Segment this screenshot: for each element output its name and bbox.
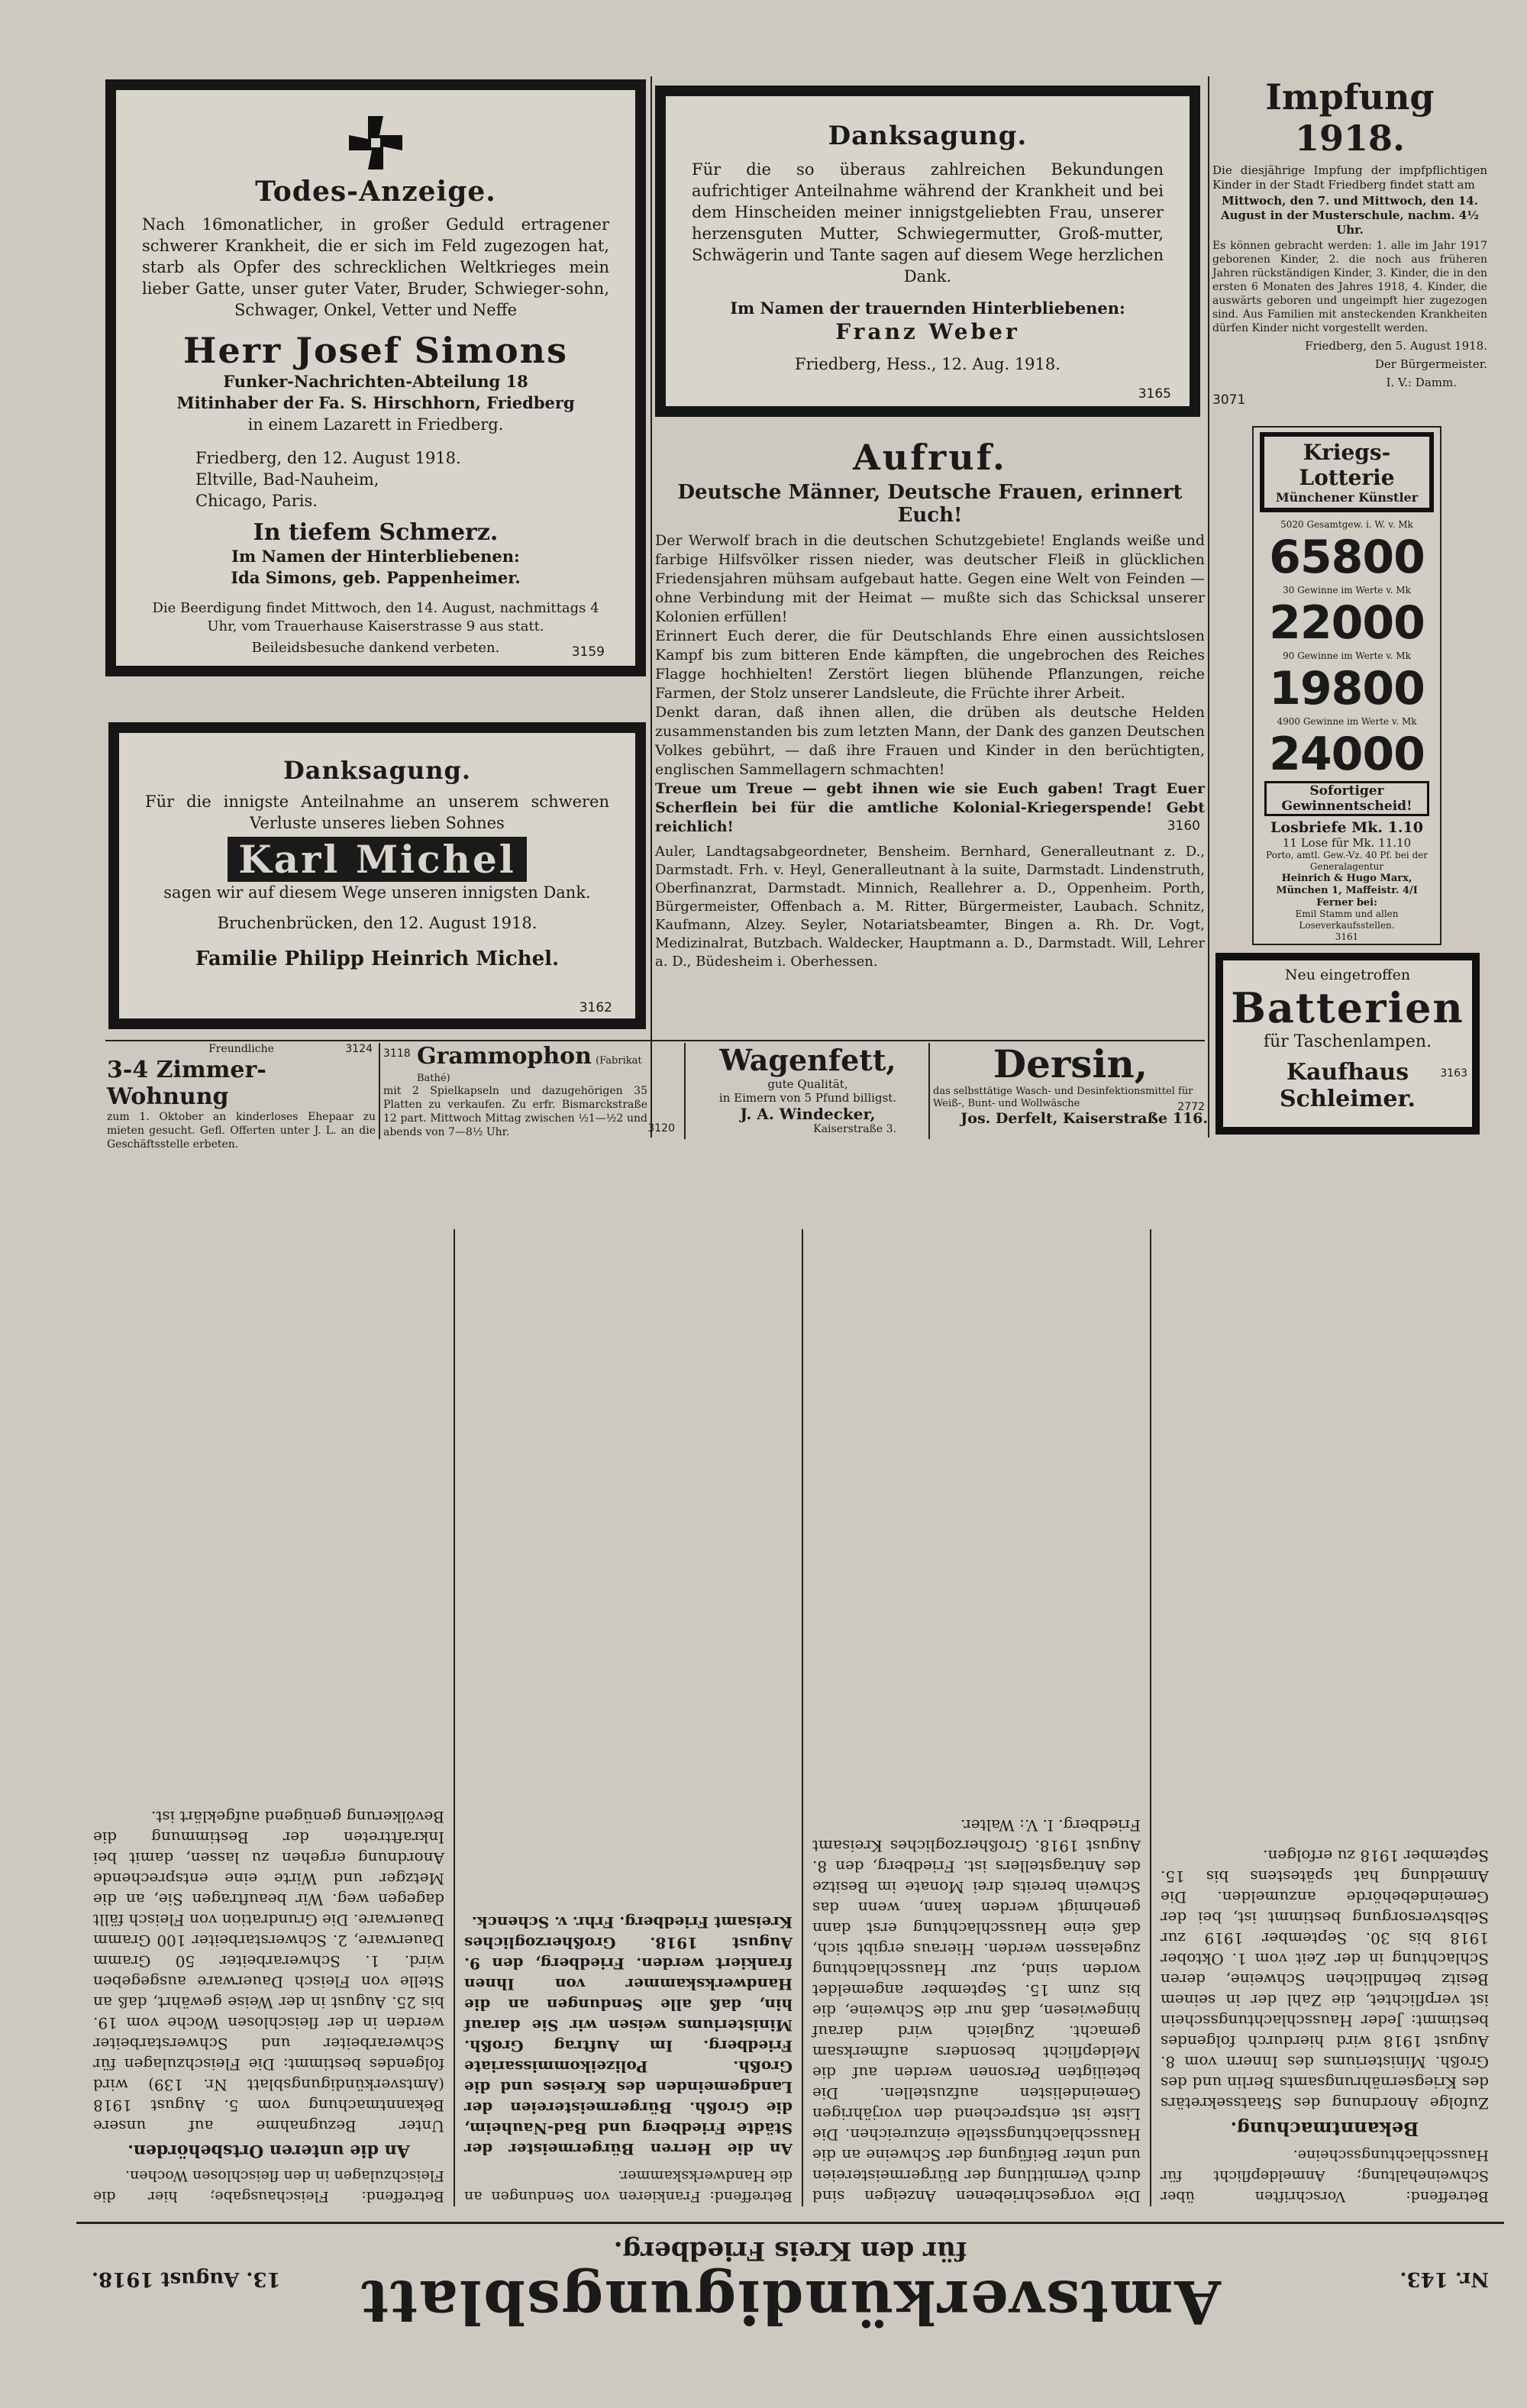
thanks-notice-weber [655, 86, 1200, 417]
grease-text: in Eimern von 5 Pfund billigst. [718, 1091, 897, 1105]
lottery-row-value: 24000 [1269, 728, 1425, 781]
lottery-price: Losbriefe Mk. 1.10 [1270, 819, 1423, 836]
lottery-agency: Heinrich & Hugo Marx, München 1, Maffeistr. 4/I [1276, 873, 1418, 896]
column-heading: Betreffend: Frankieren von Sendungen an die Handwerkskammer. [464, 2168, 793, 2205]
lottery-price-11: 11 Lose für Mk. 11.10 [1282, 836, 1412, 850]
lottery-subtitle: Münchener Künstler [1275, 490, 1419, 505]
column-body: Die vorgeschriebenen Anzeigen sind durch Vermittlung der Bürgermeistereien und unter Beifügung der Schweine an die Hausschlachtungsstelle einzureichen. Die Liste ist entsprechend den vorjährigen Gemeindelisten aufzustellen. Die beteiligten Personen werden auf die Meldepflicht besonders aufmerksam gemacht. Zugleich wird darauf hingewiesen, daß nur die Schweine, die bis zum 15. September angemeldet worden sind, zur Hausschlachtung zugelassen werden. Hieraus ergibt sich, daß eine Hausschlachtung erst dann genehmigt werden kann, wenn das Schwein bereits drei Monate im Besitze des Antragstellers ist. Friedberg, den 8. August 1918. Großherzogliches Kreisamt Friedberg. I. V.: Walter. [812, 1816, 1141, 2206]
lottery-also: Ferner bei: [1316, 897, 1377, 909]
apartment-title: 3-4 Zimmer-Wohnung [107, 1057, 266, 1110]
apartment-ad [107, 1043, 376, 1151]
thanks-text-2: sagen wir auf diesem Wege unseren innigsten Dank. [163, 883, 591, 902]
iron-cross-icon [349, 116, 402, 169]
gazette-column-meat [93, 1214, 444, 2206]
column-rule [379, 1043, 380, 1139]
death-notice [105, 79, 646, 676]
column-rule [1150, 1229, 1151, 2206]
deceased-name: Herr Josef Simons [182, 330, 569, 371]
thanks-place: Bruchenbrücken, den 12. August 1918. [217, 914, 538, 932]
column-rule [802, 1229, 803, 2206]
lottery-instant-2: Gewinnentscheid! [1281, 799, 1412, 814]
column-rule [684, 1043, 686, 1139]
gazette-title: Amtsverkündigungsblatt [360, 2267, 1221, 2336]
thanks-namens: Im Namen der trauernden Hinterbliebenen: [730, 299, 1125, 318]
namens-line: Im Namen der Hinterbliebenen: [231, 547, 520, 566]
burial-info: Die Beerdigung findet Mittwoch, den 14. August, nachmittags 4 Uhr, vom Trauerhause Kaiserstrasse 9 aus statt. [152, 600, 599, 634]
vaccination-notice [1212, 76, 1487, 412]
visits-info: Beileidsbesuche dankend verbeten. [251, 640, 500, 656]
deceased-role-1: Funker-Nachrichten-Abteilung 18 [223, 372, 528, 391]
column-body: An die Herren Bürgermeister der Städte Friedberg und Bad-Nauheim, die Großh. Bürgermeistereien der Landgemeinden des Kreises und die Großh. Polizeikommissariate Friedberg. Im Auftrag Großh. Ministeriums weisen wir Sie darauf hin, daß alle Sendungen an die Handwerkskammer von Ihnen frankiert werden. Friedberg, den 9. August 1918. Großherzogliches Kreisamt Friedberg. Frhr. v. Schenck. [464, 1913, 793, 2158]
dersin-title: Dersin, [993, 1041, 1148, 1086]
gramophone-ad [383, 1043, 675, 1141]
column-body: Unter Bezugnahme auf unsere Bekanntmachung vom 5. August 1918 (Amtsverkündigungsblatt Nr. 139) wird folgendes bestimmt: Die Fleischzulagen für Schwerarbeiter und Schwerstarbeiter werden in der fleischlosen Woche vom 19. bis 25. August in der Weise gewährt, daß an Stelle von Fleisch Dauerware ausgegeben wird. 1. Schwerarbeiter 50 Gramm Dauerware, 2. Schwerstarbeiter 100 Gramm Dauerware. Die Grundration von Fleisch fällt dagegen weg. Wir beauftragen Sie, an die Metzger und Wirte eine entsprechende Anordnung ergehen zu lassen, damit bei Inkrafttreten der Bestimmung die Bevölkerung genügend aufgeklärt ist. [93, 1808, 444, 2135]
grease-quality: gute Qualität, [767, 1077, 848, 1091]
lottery-porto: Porto, amtl. Gew.-Vz. 40 Pf. bei der Generalagentur [1266, 850, 1428, 872]
column-rule [651, 76, 652, 1138]
grease-title: Wagenfett, [719, 1043, 896, 1077]
batteries-title: Batterien [1231, 983, 1464, 1032]
appeal-paragraph-4: Treue um Treue — gebt ihnen wie sie Euch gaben! Tragt Euer Scherflein bei für die amtliche Kolonial-Kriegerspende! Gebt reichlich! [655, 780, 1205, 835]
apartment-text: zum 1. Oktober an kinderloses Ehepaar zu mieten gesucht. Gefl. Offerten unter J. L. an die Geschäftsstelle erbeten. [107, 1111, 376, 1151]
gazette-column-pig-keeping [1161, 1214, 1489, 2206]
dersin-ad [933, 1043, 1208, 1141]
thanks-notice-michel [108, 722, 646, 1029]
schmerz-line: In tiefem Schmerz. [253, 519, 499, 546]
thanks-family: Familie Philipp Heinrich Michel. [195, 947, 560, 970]
son-name: Karl Michel [228, 837, 527, 882]
lottery-row-label: 4900 Gewinne im Werte v. Mk [1277, 716, 1417, 727]
deceased-role-3: in einem Lazarett in Friedberg. [247, 415, 504, 434]
batteries-pre: Neu eingetroffen [1284, 967, 1411, 983]
ad-code: 3165 [1138, 386, 1171, 402]
official-gazette-page [76, 1191, 1504, 2336]
thanks-heading: Danksagung. [828, 121, 1028, 151]
batteries-shop: Kaufhaus Schleimer. [1280, 1059, 1416, 1112]
vaccination-dates: Mittwoch, den 7. und Mittwoch, den 14. August in der Musterschule, nachm. 4½ Uhr. [1221, 194, 1479, 237]
appeal-subheading: Deutsche Männer, Deutsche Frauen, erinnert Euch! [677, 481, 1183, 527]
vaccination-heading: Impfung 1918. [1265, 76, 1435, 159]
deceased-role-2: Mitinhaber der Fa. S. Hirschhorn, Friedberg [176, 393, 575, 412]
thanks-text: Für die innigste Anteilnahme an unserem schweren Verluste unseres lieben Sohnes [145, 792, 609, 832]
vaccination-place: Friedberg, den 5. August 1918. [1305, 339, 1487, 353]
thanks-name: Franz Weber [835, 319, 1020, 344]
column-rule [454, 1229, 455, 2206]
widow-name: Ida Simons, geb. Pappenheimer. [231, 568, 521, 587]
lottery-row-label: 90 Gewinne im Werte v. Mk [1283, 650, 1411, 661]
ad-code: 2772 [1177, 1101, 1205, 1113]
place-line-2: Eltville, Bad-Nauheim, [195, 470, 379, 489]
dersin-shop: Jos. Derfelt, Kaiserstraße 116. [960, 1110, 1208, 1127]
grease-ad [689, 1043, 927, 1141]
vaccination-text-2: Es können gebracht werden: 1. alle im Jahr 1917 geborenen Kinder, 2. die noch aus früheren Jahren rückständigen Kinder, 3. Kinder, die in den ersten 6 Monaten des Jahres 1918, 4. Kinder, die auswärts geboren und ungeimpft hier zugezogen sind. Aus Familien mit ansteckenden Krankheiten dürfen Kinder nicht vorgestellt werden. [1212, 240, 1487, 334]
grease-address: Kaiserstraße 3. [813, 1123, 896, 1135]
appeal-heading: Aufruf. [853, 437, 1007, 478]
ad-code: 3161 [1335, 931, 1359, 942]
gramophone-text: mit 2 Spielkapseln und dazugehörigen 35 Platten zu verkaufen. Zu erfr. Bismarckstraße 12 part. Mittwoch Mittag zwischen ½1—½2 und abends von 7—8½ Uhr. [383, 1085, 647, 1138]
column-title: Bekanntmachung. [1230, 2118, 1419, 2140]
vaccination-text: Die diesjährige Impfung der impfpflichtigen Kinder in der Stadt Friedberg findet statt am [1212, 163, 1487, 192]
gazette-date: 13. August 1918. [92, 2268, 281, 2290]
lottery-row-label: 5020 Gesamtgew. i. W. v. Mk [1280, 519, 1413, 530]
dersin-text: das selbsttätige Wasch- und Desinfektionsmittel für Weiß-, Bunt- und Wollwäsche [933, 1086, 1193, 1109]
gazette-column-slaughter [812, 1214, 1141, 2206]
thanks-heading: Danksagung. [282, 756, 472, 785]
gazette-subtitle: für den Kreis Friedberg. [613, 2235, 967, 2266]
thanks-text: Für die so überaus zahlreichen Bekundungen aufrichtiger Anteilnahme während der Krankheit und bei dem Hinscheiden meiner innigstgeliebten Frau, unserer herzensguten Mutter, Schwiegermutter, Groß-mutter, Schwägerin und Tante sagen auf diesem Wege herzlichen Dank. [692, 160, 1164, 286]
column-heading: Betreffend: Fleischausgabe; hier die Fleischzulagen in den fleischlosen Wochen. [93, 2168, 444, 2205]
column-rule [1208, 76, 1209, 1138]
ad-code: 3120 [647, 1122, 675, 1135]
appeal-paragraph-3: Denkt daran, daß ihnen allen, die drüben als deutsche Helden zusammenstanden bis zum letzten Mann, der Dank des ganzen Deutschen Volkes gebührt, — daß ihre Frauen und Kinder in den berüchtigten, englischen Sammellagern schmachten! [655, 704, 1205, 778]
gramophone-sub: (Fabrikat Bathé) [417, 1055, 642, 1084]
column-body: Zufolge Anordnung des Staatssekretärs des Kriegsernährungsamts Berlin und des Großh. Ministeriums des Innern vom 8. August 1918 wird hierdurch folgendes bestimmt: Jeder Hausschlachtungsschein ist verpflichtet, die Zahl der in seinem Besitz befindlichen Schweine, deren Schlachtung in der Zeit vom 1. Oktober 1918 bis 30. September 1919 zur Selbstversorgung bestimmt ist, bei der Gemeindebehörde anzumelden. Die Anmeldung hat spätestens bis 15. September 1918 zu erfolgen. [1161, 1847, 1489, 2113]
gazette-masthead [76, 2222, 1504, 2336]
lottery-ad [1252, 426, 1441, 945]
ad-code: 3163 [1440, 1067, 1467, 1080]
vaccination-sign: Der Bürgermeister. [1374, 357, 1487, 371]
lottery-sellers: Emil Stamm und allen Loseverkaufsstellen. [1295, 909, 1399, 931]
appeal-signatories: Auler, Landtagsabgeordneter, Bensheim. Bernhard, Generalleutnant z. D., Darmstadt. Frh. v. Heyl, Generalleutnant à la suite, Darmstadt. Lindenstruth, Oberfinanzrat, Darmstadt. Minnich, Reallehrer a. D., Oppenheim. Porth, Bürgermeister, Offenbach a. M. Ritter, Bürgermeister, Laubach. Schnitz, Kaufmann, Alzey. Seyler, Notariatsbeamter, Bingen a. Rh. Dr. Vogt, Medizinalrat, Butzbach. Waldecker, Hauptmann a. D., Darmstadt. Will, Lehrer a. D., Büdesheim i. Oberhessen. [655, 844, 1205, 970]
lottery-row-value: 22000 [1269, 596, 1425, 650]
batteries-sub: für Taschenlampen. [1263, 1032, 1432, 1051]
ad-code: 3071 [1212, 392, 1246, 408]
thanks-place: Friedberg, Hess., 12. Aug. 1918. [795, 355, 1061, 373]
lottery-instant-1: Sofortiger [1309, 783, 1384, 799]
appeal-paragraph-1: Der Werwolf brach in die deutschen Schutzgebiete! Englands weiße und farbige Hilfsvölker rissen nieder, was deutscher Fleiß in glücklichen Friedensjahren mühsam aufgebaut hatte. Gegen eine Welt von Feinden — ohne Verbindung mit der Heimat — mußte sich das Schicksal unserer Kolonien erfüllen! [655, 532, 1205, 625]
apartment-pre: Freundliche [208, 1043, 274, 1055]
ad-code: 3162 [579, 1000, 612, 1015]
gramophone-title: Grammophon [417, 1043, 592, 1070]
column-title: An die unteren Ortsbehörden. [128, 2141, 410, 2161]
ad-code: 3159 [571, 644, 605, 660]
place-line-1: Friedberg, den 12. August 1918. [195, 449, 461, 467]
ad-code: 3118 [383, 1047, 411, 1060]
gazette-column-handwerk [464, 1214, 793, 2206]
lottery-row-value: 19800 [1269, 662, 1425, 715]
ad-code: 3160 [1167, 818, 1200, 834]
gazette-number: Nr. 143. [1399, 2268, 1489, 2290]
lottery-row-label: 30 Gewinne im Werte v. Mk [1283, 585, 1411, 596]
vaccination-sign-2: I. V.: Damm. [1386, 376, 1457, 389]
column-heading: Betreffend: Vorschriften über Schweinehaltung; Anmeldepflicht für Hausschlachtungsscheine. [1161, 2147, 1489, 2205]
ad-code: 3124 [345, 1043, 373, 1055]
grease-shop: J. A. Windecker, [740, 1105, 876, 1123]
batteries-ad [1215, 953, 1480, 1135]
lottery-row-value: 65800 [1269, 531, 1425, 584]
place-line-3: Chicago, Paris. [195, 492, 318, 510]
appeal-paragraph-2: Erinnert Euch derer, die für Deutschlands Ehre einen aussichtslosen Kampf bis zum bitteren Ende kämpften, die ungebrochen des Reiches Flagge hochhielten! Zerstört liegen blühende Pflanzungen, reiche Farmen, der Stolz unserer Landsleute, die Früchte ihrer Arbeit. [655, 628, 1205, 702]
column-rule [928, 1043, 930, 1139]
death-notice-text: Nach 16monatlicher, in großer Geduld ertragener schwerer Krankheit, die er sich im Feld zugezogen hat, starb als Opfer des schrecklichen Weltkrieges mein lieber Gatte, unser guter Vater, Bruder, Schwieger-sohn, Schwager, Onkel, Vetter und Neffe [142, 215, 609, 319]
death-notice-heading: Todes-Anzeige. [255, 176, 496, 208]
lottery-title: Kriegs-Lotterie [1299, 440, 1395, 490]
appeal-notice [655, 437, 1205, 1011]
